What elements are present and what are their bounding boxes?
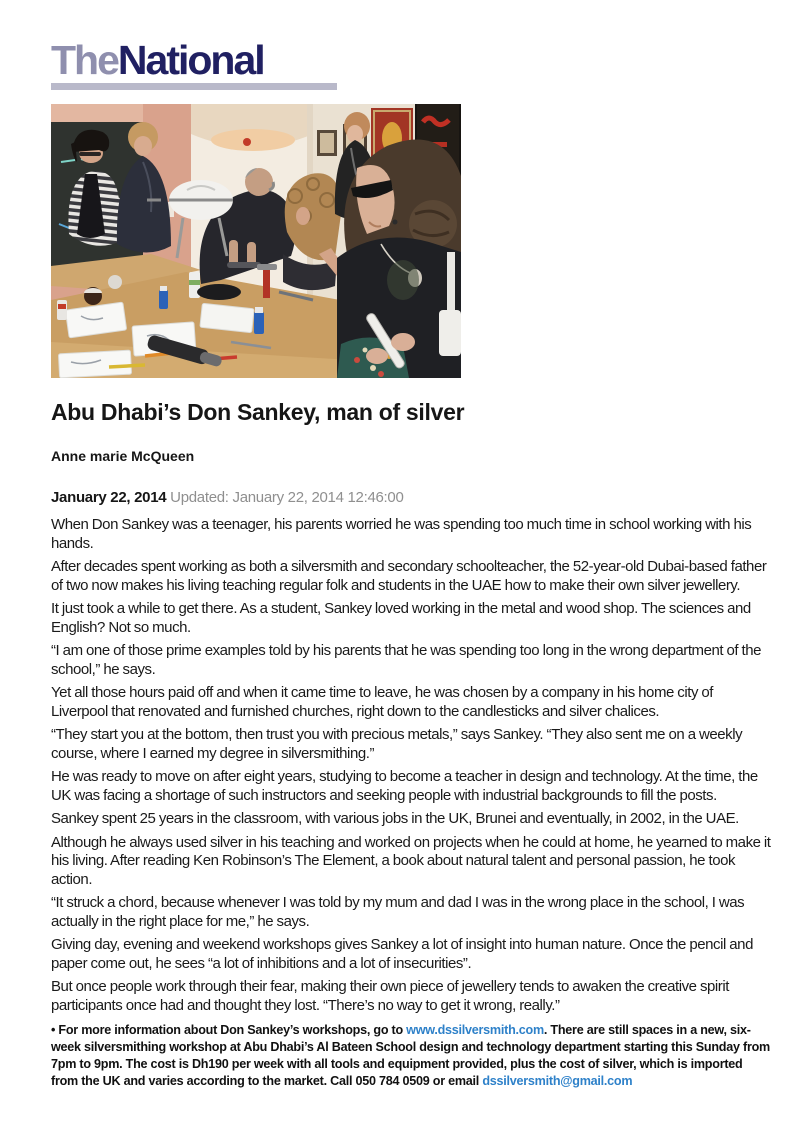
paragraph: Giving day, evening and weekend workshops gives Sankey a lot of insight into human nature. Once the pencil and paper come out, he sees “a lot of inhibitions and a lot of insecurities”. xyxy=(51,936,753,972)
publish-date: January 22, 2014 xyxy=(51,489,167,507)
paragraph: “It struck a chord, because whenever I was told by my mum and dad I was in the wrong place in the school, I was actually in the right place for me,” he says. xyxy=(51,894,745,930)
website-link[interactable]: www.dssilversmith.com xyxy=(406,1023,544,1038)
logo-national: National xyxy=(117,37,264,83)
paragraph: Sankey spent 25 years in the classroom, with various jobs in the UK, Brunei and eventually, in 2002, in the UAE. xyxy=(51,810,739,828)
page-title: Abu Dhabi’s Don Sankey, man of silver xyxy=(51,398,465,425)
masthead xyxy=(51,37,772,90)
dateline xyxy=(51,489,772,506)
paragraph: He was ready to move on after eight years, studying to become a teacher in design and technology. At the time, the UK was facing a shortage of such instructors and seeking people with industrial backgrounds to fill the posts. xyxy=(51,768,758,804)
the-national-logo xyxy=(51,37,264,83)
paragraph: After decades spent working as both a silversmith and secondary schoolteacher, the 52-year-old Dubai-based father of two now makes his living teaching regular folk and students in the UAE how to make their own silver jewellery. xyxy=(51,558,767,594)
paragraph: But once people work through their fear, making their own piece of jewellery tends to awaken the creative spirit participants once had and thought they lost. “There’s no way to get it wrong, really.” xyxy=(51,978,729,1014)
article-body xyxy=(51,516,772,1015)
paragraph: When Don Sankey was a teenager, his parents worried he was spending too much time in school working with his hands. xyxy=(51,516,752,552)
paragraph: Although he always used silver in his teaching and worked on projects when he could at home, he yearned to make it his living. After reading Ken Robinson’s The Element, a book about natural talent and personal passion, he took action. xyxy=(51,833,771,888)
paragraph: Yet all those hours paid off and when it came time to leave, he was chosen by a company in his home city of Liverpool that renovated and furnished churches, right down to the candlesticks and silver chalices. xyxy=(51,684,714,720)
workshop-info-note xyxy=(51,1022,772,1090)
logo-the: The xyxy=(51,37,118,83)
updated-timestamp: Updated: January 22, 2014 12:46:00 xyxy=(170,489,404,507)
workshop-photo-illustration xyxy=(51,104,461,378)
logo-underline-bar xyxy=(51,83,337,90)
paragraph: It just took a while to get there. As a student, Sankey loved working in the metal and wood shop. The sciences and English? Not so much. xyxy=(51,600,751,636)
email-link[interactable]: dssilversmith@gmail.com xyxy=(482,1074,633,1089)
footer-note-middle: . There are still spaces in a new, six-week silversmithing workshop at Abu Dhabi’s Al Bateen School design and technology department starting this Sunday from 7pm to 9pm. The cost is Dh190 per week with all tools and equipment provided, plus the cost of silver, which is imported from the UK and varies according to the market. Call 050 784 0509 or email xyxy=(51,1023,770,1089)
paragraph: “They start you at the bottom, then trust you with precious metals,” says Sankey. “They also sent me on a weekly course, where I earned my degree in silversmithing.” xyxy=(51,726,743,762)
article-photo xyxy=(51,104,461,378)
footer-note-lead: • For more information about Don Sankey’s workshops, go to xyxy=(51,1023,407,1038)
byline: Anne marie McQueen xyxy=(51,448,195,465)
paragraph: “I am one of those prime examples told by his parents that he was spending too long in the wrong department of the school,” he says. xyxy=(51,642,762,678)
